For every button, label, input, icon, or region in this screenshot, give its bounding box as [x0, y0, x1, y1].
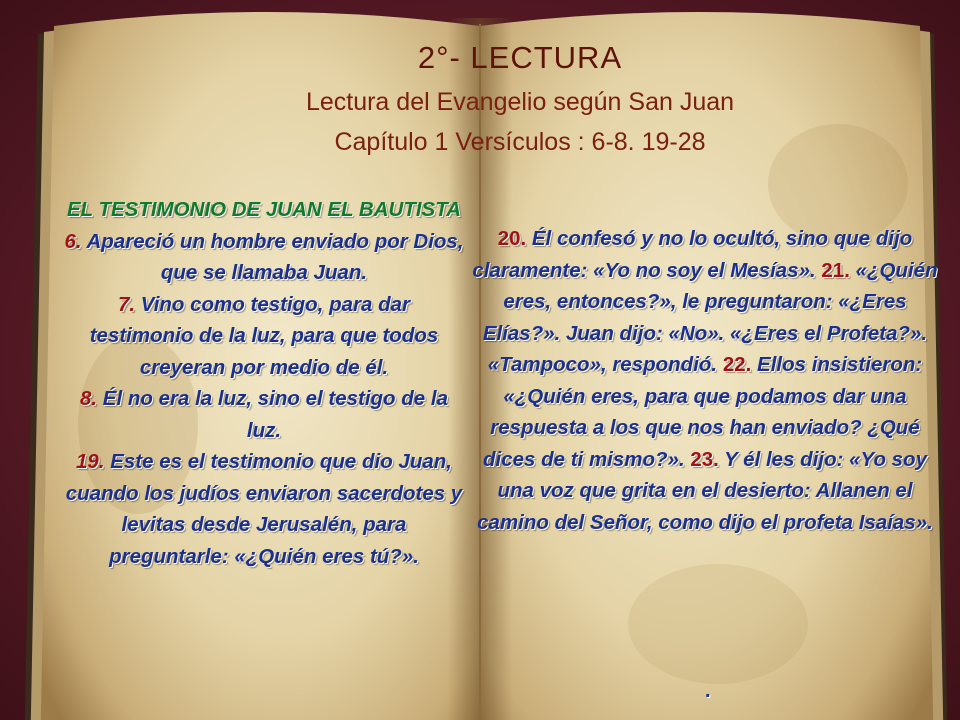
verse-text: Vino como testigo, para dar testimonio de la luz, para que todos creyeran por medio de él. [89, 292, 439, 379]
verse [64, 230, 463, 285]
verse-number: 8. [80, 387, 98, 410]
verse-number: 22. [722, 353, 752, 376]
verse-number: 23. [690, 447, 719, 471]
verse-text: Apareció un hombre enviado por Dios, que se llamaba Juan. [81, 229, 464, 284]
verse-number: 21. [821, 258, 850, 282]
verse [80, 387, 448, 442]
chapter-reference: Capítulo 1 Versículos : 6-8. 19-28 [334, 128, 706, 156]
trailing-mark: . [705, 680, 711, 702]
verse-text: «¿Quién eres, entonces?», le preguntaron: «¿Eres Elías?». Juan dijo: «No». «¿Eres el Profeta?». «Tampoco», respondió. [482, 258, 938, 376]
verse-number: 7. [117, 292, 136, 316]
section-heading: EL TESTIMONIO DE JUAN EL BAUTISTA [66, 198, 462, 221]
page-title: 2°- LECTURA [417, 40, 623, 75]
verse-number: 6. [64, 229, 82, 253]
verse-text: Este es el testimonio que dio Juan, cuando los judíos enviaron sacerdotes y levitas desde Jerusalén, para preguntarle: «¿Quién eres tú?». [65, 450, 463, 568]
verse-text: Él no era la luz, sino el testigo de la luz. [97, 387, 448, 442]
verse [90, 293, 439, 379]
verse-text: Y él les dijo: «Yo soy una voz que grita en el desierto: Allanen el camino del Señor, como dijo el profeta Isaías». [477, 447, 933, 534]
right-column [470, 223, 940, 538]
gospel-subtitle: Lectura del Evangelio según San Juan [305, 88, 735, 116]
verse-number: 19. [76, 450, 105, 473]
verse-number: 20. [497, 227, 527, 250]
verse [66, 450, 462, 568]
verse-text: Ellos insistieron: «¿Quién eres, para que podamos dar una respuesta a los que nos han enviado? ¿Qué dices de ti mismo?». [483, 353, 923, 471]
verse-text: Él confesó y no lo ocultó, sino que dijo claramente: «Yo no soy el Mesías». [472, 227, 913, 282]
left-column [64, 194, 464, 572]
